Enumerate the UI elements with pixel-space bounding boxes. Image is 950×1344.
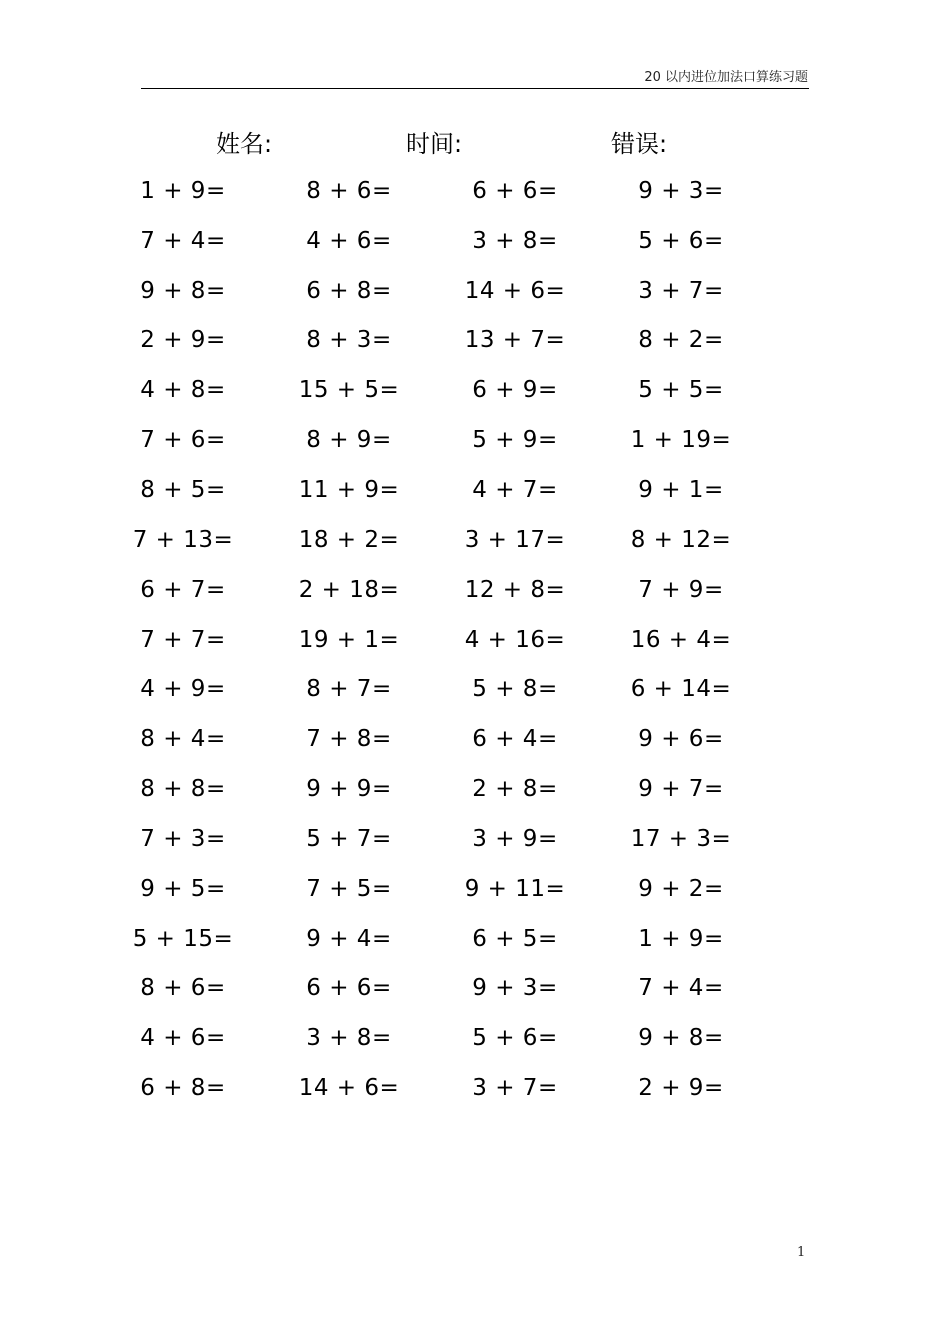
problem-row: [100, 316, 764, 366]
math-problem: 12 + 8=: [464, 576, 566, 603]
problem-row: [100, 964, 764, 1014]
math-problem: 1 + 9=: [638, 925, 724, 952]
problem-row: [100, 1063, 764, 1113]
problem-row: [100, 814, 764, 864]
math-problem: 7 + 9=: [638, 576, 724, 603]
problem-row: [100, 864, 764, 914]
math-problem: 2 + 9=: [638, 1075, 724, 1102]
math-problem: 3 + 17=: [464, 526, 566, 553]
math-problem: 9 + 6=: [638, 726, 724, 753]
math-problem: 9 + 9=: [306, 776, 392, 803]
math-problem: 8 + 7=: [306, 676, 392, 703]
math-problem: 9 + 5=: [140, 875, 226, 902]
math-problem: 8 + 9=: [306, 427, 392, 454]
math-problem: 2 + 9=: [140, 327, 226, 354]
math-problem: 19 + 1=: [298, 626, 400, 653]
math-problem: 6 + 6=: [472, 177, 558, 204]
math-problem: 4 + 9=: [140, 676, 226, 703]
math-problem: 7 + 7=: [140, 626, 226, 653]
math-problem: 1 + 9=: [140, 177, 226, 204]
problem-row: [100, 914, 764, 964]
math-problem: 4 + 6=: [306, 227, 392, 254]
errors-label: 错误:: [611, 130, 668, 158]
math-problem: 9 + 3=: [472, 975, 558, 1002]
math-problem: 6 + 14=: [630, 676, 732, 703]
math-problem: 15 + 5=: [298, 377, 400, 404]
math-problem: 3 + 8=: [306, 1025, 392, 1052]
math-problem: 9 + 1=: [638, 476, 724, 503]
math-problem: 5 + 7=: [306, 825, 392, 852]
math-problem: 4 + 7=: [472, 476, 558, 503]
math-problem: 8 + 3=: [306, 327, 392, 354]
problem-row: [100, 465, 764, 515]
math-problem: 2 + 18=: [298, 576, 400, 603]
math-problem: 9 + 8=: [140, 277, 226, 304]
math-problem: 14 + 6=: [464, 277, 566, 304]
math-problem: 7 + 5=: [306, 875, 392, 902]
problem-row: [100, 515, 764, 565]
math-problem: 6 + 5=: [472, 925, 558, 952]
problem-row: [100, 166, 764, 216]
problem-row: [100, 764, 764, 814]
math-problem: 9 + 11=: [464, 875, 566, 902]
math-problem: 6 + 6=: [306, 975, 392, 1002]
math-problem: 7 + 4=: [140, 227, 226, 254]
math-problem: 6 + 7=: [140, 576, 226, 603]
math-problem: 9 + 4=: [306, 925, 392, 952]
math-problem: 3 + 7=: [638, 277, 724, 304]
math-problem: 8 + 6=: [140, 975, 226, 1002]
math-problem: 8 + 4=: [140, 726, 226, 753]
problem-row: [100, 365, 764, 415]
page-number: 1: [797, 1245, 806, 1260]
problem-row: [100, 664, 764, 714]
math-problem: 3 + 9=: [472, 825, 558, 852]
math-problem: 5 + 15=: [132, 925, 234, 952]
problem-row: [100, 266, 764, 316]
math-problem: 9 + 7=: [638, 776, 724, 803]
math-problem: 6 + 4=: [472, 726, 558, 753]
math-problem: 9 + 8=: [638, 1025, 724, 1052]
math-problem: 8 + 2=: [638, 327, 724, 354]
math-problem: 8 + 12=: [630, 526, 732, 553]
math-problem: 3 + 8=: [472, 227, 558, 254]
math-problem: 17 + 3=: [630, 825, 732, 852]
time-label: 时间:: [406, 130, 463, 158]
math-problem: 8 + 8=: [140, 776, 226, 803]
math-problem: 11 + 9=: [298, 476, 400, 503]
math-problem: 6 + 8=: [140, 1075, 226, 1102]
math-problem: 2 + 8=: [472, 776, 558, 803]
problem-row: [100, 1013, 764, 1063]
math-problem: 5 + 9=: [472, 427, 558, 454]
math-problem: 9 + 2=: [638, 875, 724, 902]
math-problem: 4 + 8=: [140, 377, 226, 404]
math-problem: 8 + 5=: [140, 476, 226, 503]
math-problem: 1 + 19=: [630, 427, 732, 454]
math-problem: 13 + 7=: [464, 327, 566, 354]
math-problem: 5 + 8=: [472, 676, 558, 703]
math-problem: 6 + 9=: [472, 377, 558, 404]
problem-row: [100, 415, 764, 465]
math-problem: 6 + 8=: [306, 277, 392, 304]
math-problem: 4 + 6=: [140, 1025, 226, 1052]
math-problem: 18 + 2=: [298, 526, 400, 553]
name-label: 姓名:: [216, 130, 273, 158]
math-problem: 7 + 4=: [638, 975, 724, 1002]
math-problem: 5 + 5=: [638, 377, 724, 404]
math-problem: 3 + 7=: [472, 1075, 558, 1102]
math-problem: 16 + 4=: [630, 626, 732, 653]
problem-row: [100, 216, 764, 266]
math-problem: 7 + 13=: [132, 526, 234, 553]
math-problem: 7 + 6=: [140, 427, 226, 454]
header-divider: [141, 88, 809, 89]
problem-row: [100, 615, 764, 665]
math-problem: 14 + 6=: [298, 1075, 400, 1102]
math-problem: 9 + 3=: [638, 177, 724, 204]
math-problem: 4 + 16=: [464, 626, 566, 653]
problem-row: [100, 714, 764, 764]
math-problem: 8 + 6=: [306, 177, 392, 204]
math-problem: 5 + 6=: [472, 1025, 558, 1052]
problem-row: [100, 565, 764, 615]
math-problem: 5 + 6=: [638, 227, 724, 254]
math-problem: 7 + 3=: [140, 825, 226, 852]
student-info-row: [0, 124, 950, 164]
document-title: 20 以内进位加法口算练习题: [644, 70, 808, 85]
problem-grid: [100, 166, 764, 1113]
math-problem: 7 + 8=: [306, 726, 392, 753]
